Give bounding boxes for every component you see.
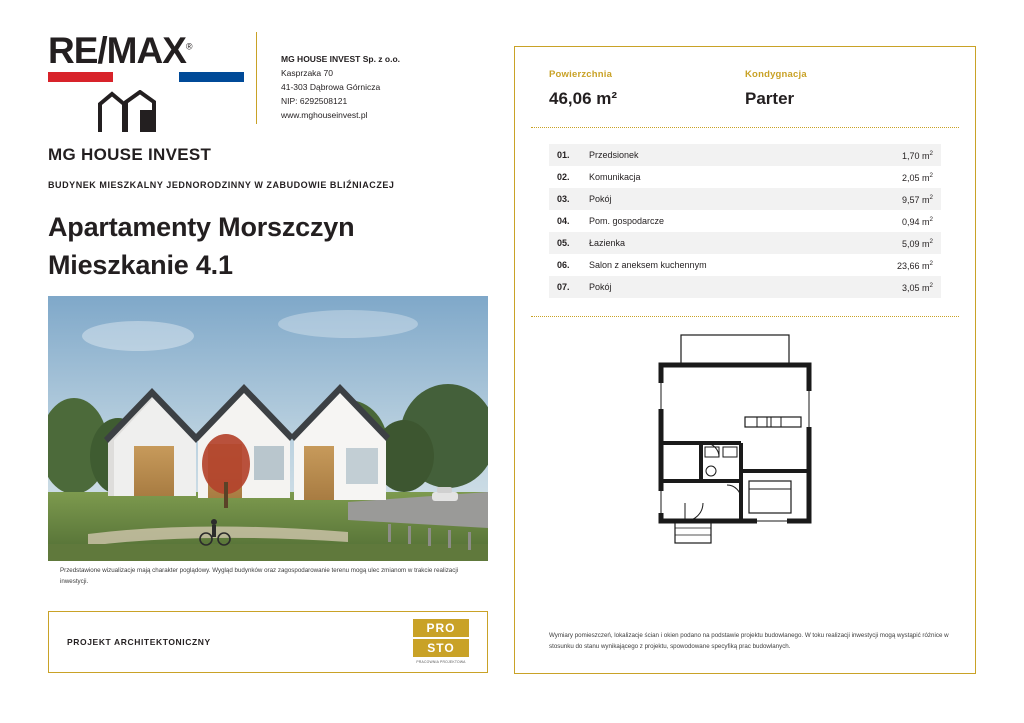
room-name: Komunikacja — [589, 172, 641, 182]
vertical-divider — [256, 32, 257, 124]
mg-house-invest-label: MG HOUSE INVEST — [48, 145, 212, 164]
area-cell — [549, 69, 745, 109]
company-address — [281, 28, 400, 122]
room-number: 02. — [557, 172, 570, 182]
architectural-project-box — [48, 611, 488, 673]
area-value: 46,06 m² — [549, 89, 618, 108]
room-area: 0,94 $m^2$ — [902, 215, 933, 227]
area-label: Powierzchnia — [549, 69, 613, 80]
prosto-logo-line2: STO — [413, 639, 469, 657]
room-number: 05. — [557, 238, 570, 248]
room-list — [515, 128, 975, 316]
room-number: 04. — [557, 216, 570, 226]
building-visualization — [48, 296, 488, 561]
room-area: 9,57 $m^2$ — [902, 193, 933, 205]
room-area: 2,05 $m^2$ — [902, 171, 933, 183]
company-street: Kasprzaka 70 — [281, 68, 333, 79]
table-row — [549, 188, 941, 210]
table-row — [549, 166, 941, 188]
room-number: 03. — [557, 194, 570, 204]
apartment-info-card — [514, 46, 976, 674]
company-city: 41-303 Dąbrowa Górnicza — [281, 82, 381, 93]
table-row — [549, 276, 941, 298]
left-column — [48, 28, 488, 285]
title-line-2: Mieszkanie 4.1 — [48, 250, 233, 281]
remax-text: RE/MAX — [48, 30, 186, 71]
room-number: 01. — [557, 150, 570, 160]
prosto-logo-caption: PRACOWNIA PROJEKTOWA — [416, 660, 466, 665]
floor-value: Parter — [745, 89, 795, 108]
room-area: 1,70 $m^2$ — [902, 149, 933, 161]
table-row — [549, 254, 941, 276]
floor-label: Kondygnacja — [745, 69, 807, 80]
room-name: Pokój — [589, 282, 612, 292]
room-name: Pom. gospodarcze — [589, 216, 665, 226]
remax-trademark: ® — [185, 41, 192, 52]
room-area: 23,66 $m^2$ — [897, 259, 933, 271]
remax-logo — [48, 28, 248, 165]
room-name: Przedsionek — [589, 150, 639, 160]
floorplan-disclaimer: Wymiary pomieszczeń, lokalizacje ścian i okien podano na podstawie projektu budowlanego. W toku realizacji inwestycji mogą wystąpić różnice w stosunku do stanu wynikającego z projektu, spowodowane specyfiką prac budowlanych. — [549, 632, 949, 651]
room-name: Łazienka — [589, 238, 626, 248]
company-website[interactable]: www.mghouseinvest.pl — [281, 110, 368, 121]
prosto-logo — [413, 619, 469, 664]
table-row — [549, 232, 941, 254]
visualization-disclaimer: Przedstawione wizualizacje mają charakter poglądowy. Wygląd budynków oraz zagospodarowanie terenu mogą ulec zmianom w trakcie realizacji inwestycji. — [60, 567, 459, 585]
room-number: 06. — [557, 260, 570, 270]
room-number: 07. — [557, 282, 570, 292]
floorplan-area — [515, 317, 975, 589]
building-type-kicker: BUDYNEK MIESZKALNY JEDNORODZINNY W ZABUDOWIE BLIŹNIACZEJ — [48, 180, 395, 190]
summary-row — [515, 47, 975, 127]
company-nip: NIP: 6292508121 — [281, 96, 348, 107]
prosto-logo-line1: PRO — [413, 619, 469, 637]
floor-cell — [745, 69, 941, 109]
remax-wordmark — [48, 32, 192, 69]
architectural-project-label: PROJEKT ARCHITEKTONICZNY — [67, 637, 211, 647]
mg-house-mark — [96, 90, 248, 139]
floorplan-drawing — [515, 331, 975, 561]
table-row — [549, 210, 941, 232]
room-area: 3,05 $m^2$ — [902, 281, 933, 293]
table-row — [549, 144, 941, 166]
room-area: 5,09 $m^2$ — [902, 237, 933, 249]
title-line-1: Apartamenty Morszczyn — [48, 212, 355, 242]
brand-row — [48, 28, 488, 164]
room-name: Salon z aneksem kuchennym — [589, 260, 707, 270]
remax-balloon-bars — [48, 72, 244, 82]
company-name: MG HOUSE INVEST Sp. z o.o. — [281, 54, 401, 64]
page-title — [48, 208, 488, 285]
room-name: Pokój — [589, 194, 612, 204]
